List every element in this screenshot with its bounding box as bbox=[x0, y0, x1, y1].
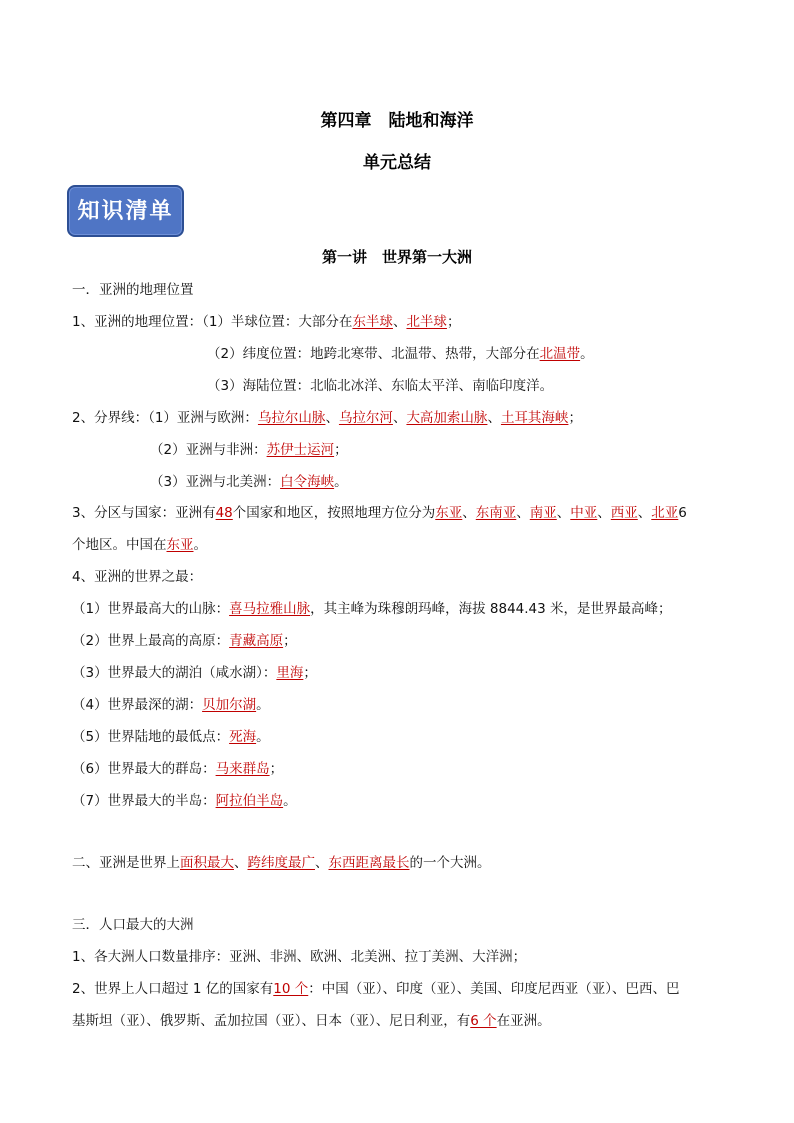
text-line bbox=[72, 312, 460, 332]
text-segment: 一．亚洲的地理位置 bbox=[72, 282, 194, 298]
text-segment: 、 bbox=[462, 505, 476, 521]
answer-text: 东南亚 bbox=[475, 505, 517, 521]
text-line bbox=[72, 663, 317, 683]
text-line bbox=[72, 503, 687, 523]
text-line bbox=[150, 440, 348, 460]
answer-text: 贝加尔湖 bbox=[202, 697, 257, 713]
answer-text: 6 个 bbox=[470, 1013, 497, 1029]
answer-text: 东半球 bbox=[352, 314, 393, 330]
answer-text: 白令海峡 bbox=[280, 474, 335, 490]
text-line bbox=[72, 1011, 551, 1031]
lecture-title: 第一讲 世界第一大洲 bbox=[321, 248, 472, 266]
text-segment: ； bbox=[269, 761, 284, 777]
text-segment: 6 bbox=[678, 505, 687, 521]
answer-text: 大高加索山脉 bbox=[406, 410, 488, 426]
answer-text: 北温带 bbox=[539, 346, 581, 362]
text-segment: 、 bbox=[325, 410, 339, 426]
text-segment: （2）纬度位置：地跨北寒带、北温带、热带，大部分在 bbox=[207, 346, 540, 362]
text-segment: 3、分区与国家：亚洲有 bbox=[72, 505, 216, 521]
text-segment: ； bbox=[568, 410, 582, 426]
text-segment: 、 bbox=[556, 505, 571, 521]
answer-text: 乌拉尔河 bbox=[338, 410, 393, 426]
text-line bbox=[72, 759, 283, 779]
answer-text: 北半球 bbox=[406, 314, 447, 330]
answer-text: 苏伊士运河 bbox=[266, 442, 335, 458]
text-line bbox=[72, 791, 297, 811]
text-line bbox=[72, 727, 270, 747]
text-line bbox=[72, 915, 194, 935]
text-segment: （3）海陆位置：北临北冰洋、东临太平洋、南临印度洋。 bbox=[207, 378, 554, 394]
text-segment: 、 bbox=[516, 505, 530, 521]
text-line bbox=[207, 344, 594, 364]
page-subtitle: 单元总结 bbox=[363, 153, 431, 173]
text-line bbox=[72, 853, 491, 873]
text-segment: ； bbox=[334, 442, 348, 458]
knowledge-list-badge: 知识清单 bbox=[67, 185, 184, 237]
text-segment: 基斯坦（亚）、俄罗斯、孟加拉国（亚）、日本（亚）、尼日利亚，有 bbox=[72, 1013, 471, 1029]
text-segment: 、 bbox=[597, 505, 611, 521]
answer-text: 面积最大 bbox=[180, 855, 234, 871]
text-segment: 1、亚洲的地理位置：（1）半球位置：大部分在 bbox=[72, 314, 353, 330]
answer-text: 东西距离最长 bbox=[328, 855, 410, 871]
text-segment: 、 bbox=[637, 505, 652, 521]
text-line bbox=[72, 599, 672, 619]
chapter-title: 第四章 陆地和海洋 bbox=[320, 111, 474, 131]
text-segment: 4、亚洲的世界之最： bbox=[72, 569, 203, 585]
text-segment: （6）世界最大的群岛： bbox=[72, 761, 216, 777]
answer-text: 东亚 bbox=[166, 537, 194, 553]
text-line bbox=[72, 979, 680, 999]
answer-text: 跨纬度最广 bbox=[247, 855, 315, 871]
text-segment: 、 bbox=[392, 314, 407, 330]
text-segment: 。 bbox=[283, 793, 297, 809]
text-segment: 。 bbox=[193, 537, 207, 553]
text-segment: 个地区。中国在 bbox=[72, 537, 167, 553]
text-segment: 。 bbox=[334, 474, 348, 490]
text-segment: 2、世界上人口超过 1 亿的国家有 bbox=[72, 981, 274, 997]
answer-text: 马来群岛 bbox=[215, 761, 270, 777]
text-line bbox=[72, 631, 297, 651]
text-segment: 2、分界线：（1）亚洲与欧洲： bbox=[72, 410, 258, 426]
text-line bbox=[150, 472, 348, 492]
text-segment: （4）世界最深的湖： bbox=[72, 697, 203, 713]
answer-text: 乌拉尔山脉 bbox=[257, 410, 326, 426]
answer-text: 南亚 bbox=[529, 505, 557, 521]
text-line bbox=[207, 376, 553, 396]
text-segment: （2）世界上最高的高原： bbox=[72, 633, 230, 649]
text-segment: ； bbox=[446, 314, 461, 330]
answer-text: 西亚 bbox=[610, 505, 638, 521]
answer-text: 土耳其海峡 bbox=[500, 410, 569, 426]
text-segment: （3）世界最大的湖泊（咸水湖）： bbox=[72, 665, 277, 681]
answer-text: 48 bbox=[215, 505, 233, 521]
text-segment: 三．人口最大的大洲 bbox=[72, 917, 194, 933]
text-segment: 二、亚洲是世界上 bbox=[72, 855, 180, 871]
text-segment: 、 bbox=[392, 410, 407, 426]
text-line bbox=[72, 280, 194, 300]
text-line bbox=[72, 567, 202, 587]
text-segment: 、 bbox=[487, 410, 501, 426]
answer-text: 阿拉伯半岛 bbox=[215, 793, 284, 809]
text-segment: （5）世界陆地的最低点： bbox=[72, 729, 230, 745]
answer-text: 里海 bbox=[276, 665, 304, 681]
text-line bbox=[72, 535, 207, 555]
text-segment: 的一个大洲。 bbox=[409, 855, 491, 871]
text-segment: （7）世界最大的半岛： bbox=[72, 793, 216, 809]
text-segment: 。 bbox=[256, 729, 270, 745]
text-line bbox=[72, 947, 526, 967]
text-segment: ：中国（亚）、印度（亚）、美国、印度尼西亚（亚）、巴西、巴 bbox=[308, 981, 680, 997]
text-segment: 在亚洲。 bbox=[496, 1013, 551, 1029]
text-segment: 、 bbox=[315, 855, 329, 871]
text-segment: （3）亚洲与北美洲： bbox=[150, 474, 281, 490]
text-segment: ； bbox=[283, 633, 297, 649]
text-segment: 个国家和地区，按照地理方位分为 bbox=[232, 505, 436, 521]
text-segment: 。 bbox=[256, 697, 270, 713]
answer-text: 北亚 bbox=[651, 505, 679, 521]
answer-text: 东亚 bbox=[435, 505, 463, 521]
answer-text: 中亚 bbox=[570, 505, 598, 521]
text-segment: （1）世界最高大的山脉： bbox=[72, 601, 230, 617]
answer-text: 青藏高原 bbox=[229, 633, 284, 649]
text-line bbox=[72, 695, 270, 715]
answer-text: 死海 bbox=[229, 729, 257, 745]
text-segment: 、 bbox=[234, 855, 248, 871]
answer-text: 喜马拉雅山脉 bbox=[229, 601, 311, 617]
text-segment: 。 bbox=[580, 346, 594, 362]
answer-text: 10 个 bbox=[273, 981, 309, 997]
text-segment: 1、各大洲人口数量排序：亚洲、非洲、欧洲、北美洲、拉丁美洲、大洋洲； bbox=[72, 949, 527, 965]
text-line bbox=[72, 408, 582, 428]
text-segment: ，其主峰为珠穆朗玛峰，海拔 8844.43 米，是世界最高峰； bbox=[310, 601, 672, 617]
text-segment: ； bbox=[303, 665, 317, 681]
text-segment: （2）亚洲与非洲： bbox=[150, 442, 267, 458]
